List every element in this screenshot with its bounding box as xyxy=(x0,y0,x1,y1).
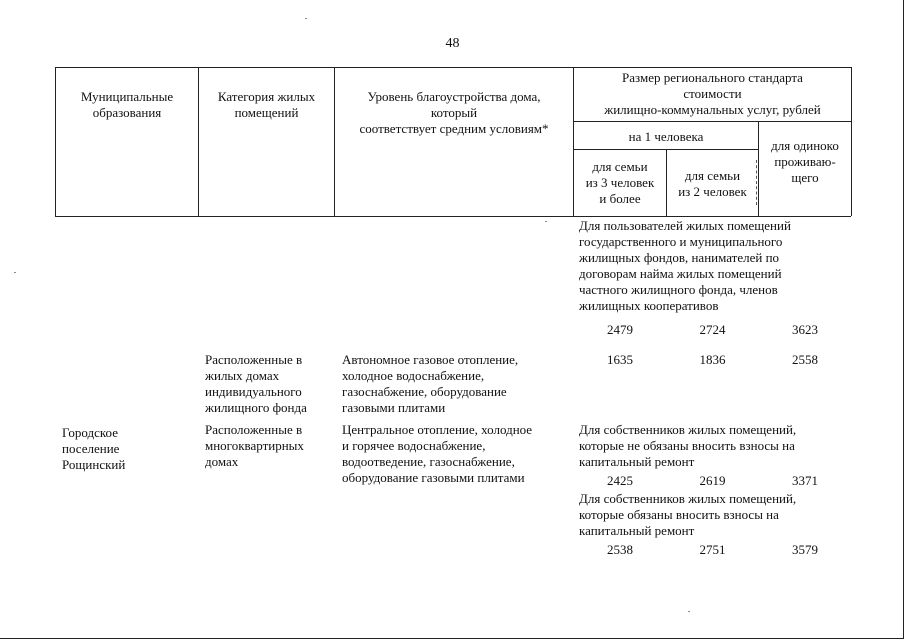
apartment-level: Центральное отопление, холодное и горячее водоснабжение, водоотведение, газоснабжение, оборудование газовыми плитами xyxy=(342,422,533,485)
header-family2: для семьи из 2 человек xyxy=(678,168,747,199)
col-border-right xyxy=(851,67,852,216)
standard-divider xyxy=(573,121,851,122)
scan-speck xyxy=(14,272,16,273)
group2-family3-value: 2425 xyxy=(607,473,633,488)
scan-speck xyxy=(545,221,547,222)
group2-single-value: 3371 xyxy=(792,473,818,488)
header-municipality: Муниципальные образования xyxy=(80,89,174,120)
individual-level: Автономное газовое отопление, холодное водоснабжение, газоснабжение, оборудование газовыми плитами xyxy=(342,352,519,415)
individual-family3-value: 1635 xyxy=(607,352,633,367)
group1-label: Для пользователей жилых помещений государственного и муниципального жилищных фондов, нанимателей по договорам найма жилых помещений частного жилищного фонда, членов жилищных кооперативов xyxy=(579,218,791,313)
scan-speck xyxy=(305,18,307,19)
header-single: для одиноко проживаю- щего xyxy=(771,138,839,185)
table-bottom-border xyxy=(55,216,851,217)
group3-single-value: 3579 xyxy=(792,542,818,557)
individual-single-value: 2558 xyxy=(792,352,818,367)
page-number: 48 xyxy=(445,36,460,51)
scan-speck xyxy=(688,611,690,612)
group3-family2-value: 2751 xyxy=(699,542,726,557)
individual-family2-value: 1836 xyxy=(699,352,726,367)
group2-family2-value: 2619 xyxy=(699,473,726,488)
header-family3: для семьи из 3 человек и более xyxy=(585,159,655,206)
apartment-category: Расположенные в многоквартирных домах xyxy=(205,422,304,469)
header-standard: Размер регионального стандарта стоимости жилищно-коммунальных услуг, рублей xyxy=(604,70,821,117)
header-level: Уровень благоустройства дома, который соответствует средним условиям* xyxy=(359,89,549,136)
header-category: Категория жилых помещений xyxy=(217,89,316,120)
group1-family2-value: 2724 xyxy=(699,322,726,337)
group1-single-value: 3623 xyxy=(792,322,818,337)
municipality-name: Городское поселение Рощинский xyxy=(62,425,126,472)
individual-category: Расположенные в жилых домах индивидуального жилищного фонда xyxy=(205,352,307,415)
header-per-person: на 1 человека xyxy=(628,129,704,144)
group3-family3-value: 2538 xyxy=(607,542,633,557)
group2-label: Для собственников жилых помещений, которые не обязаны вносить взносы на капитальный ремонт xyxy=(579,422,797,469)
group1-family3-value: 2479 xyxy=(607,322,633,337)
table-top-border xyxy=(55,67,851,68)
group3-label: Для собственников жилых помещений, которые обязаны вносить взносы на капитальный ремонт xyxy=(579,491,797,538)
